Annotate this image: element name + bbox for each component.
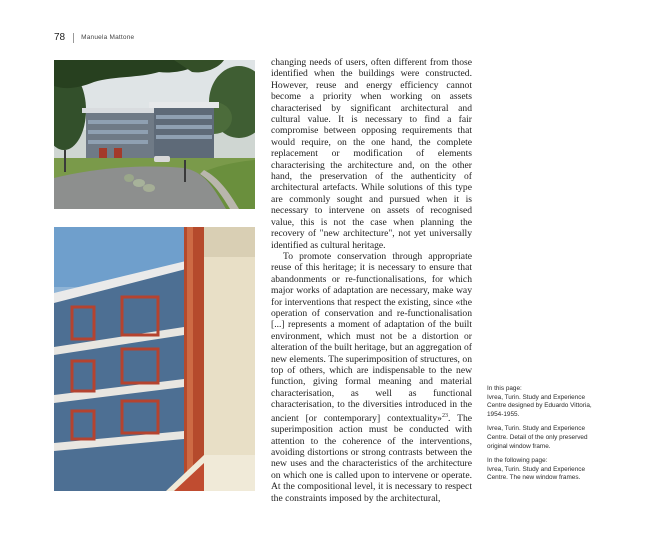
window-frame-illustration (54, 227, 255, 491)
building-exterior-illustration (54, 60, 255, 209)
body-text (271, 57, 472, 504)
author-name: Manuela Mattone (81, 34, 135, 41)
caption (487, 457, 605, 483)
paragraph-text: To promote conservation through appropriate reuse of this heritage; it is necessary to ensure that abandonments or re-functionalisations, for which major works of adaptation are necessary, make way for interventions that respect the existing, since «the operation of conservation and re-functionalisation [...] represents a moment of adaptation of the built environment, which must not be a distortion or alteration of the built heritage, but an aggregation of new elements. The superimposition of structures, on top of others, which are indispensable to the new function, giving formal meaning and material characterisation, as well as functional characterisation, to the diversities introduced in the ancient [or contemporary] contextuality» (271, 250, 472, 424)
caption-text: Ivrea, Turin. Study and Experience Centre designed by Eduardo Vittoria, 1954-1955. (487, 393, 592, 418)
body-paragraph (271, 251, 472, 504)
building-exterior-photo (54, 60, 255, 209)
caption (487, 385, 605, 419)
header-divider (73, 33, 74, 43)
caption-heading: In the following page: (487, 457, 548, 465)
paragraph-text: . The superimposition action must be conducted with attention to the coherence of the interventions, avoiding distortions or strong contrasts between the new uses and the characteristics of the architecture on which one is called upon to intervene or operate. At the compositional level, it is necessary to respect the constraints imposed by the architectural, (271, 412, 472, 504)
caption-text: Ivrea, Turin. Study and Experience Centre. Detail of the only preserved original window frame. (487, 425, 588, 450)
window-frame-photo (54, 227, 255, 491)
caption-heading: In this page: (487, 385, 522, 392)
page-number: 78 (54, 32, 66, 43)
page-header (54, 32, 134, 43)
footnote-reference: 23 (441, 412, 448, 419)
body-paragraph: changing needs of users, often different from those identified when the buildings were constructed. However, reuse and energy efficiency cannot become a priority when working on assets characterised by significant architectural and cultural value. It is necessary to find a fair compromise between opposing requirements that would require, on the one hand, the complete replacement or modification of elements characterising the architecture and, on the other hand, the preservation of the authenticity of architectural artefacts. While solutions of this type are commonly sought and pursued when it is necessary to intervene on assets of recognised value, this is not the case when planning the recovery of "new architecture", not yet universally identified as cultural heritage. (271, 57, 472, 251)
figure-captions (487, 385, 605, 489)
caption (487, 425, 605, 451)
caption-text: Ivrea, Turin. Study and Experience Centre. The new window frames. (487, 465, 586, 482)
